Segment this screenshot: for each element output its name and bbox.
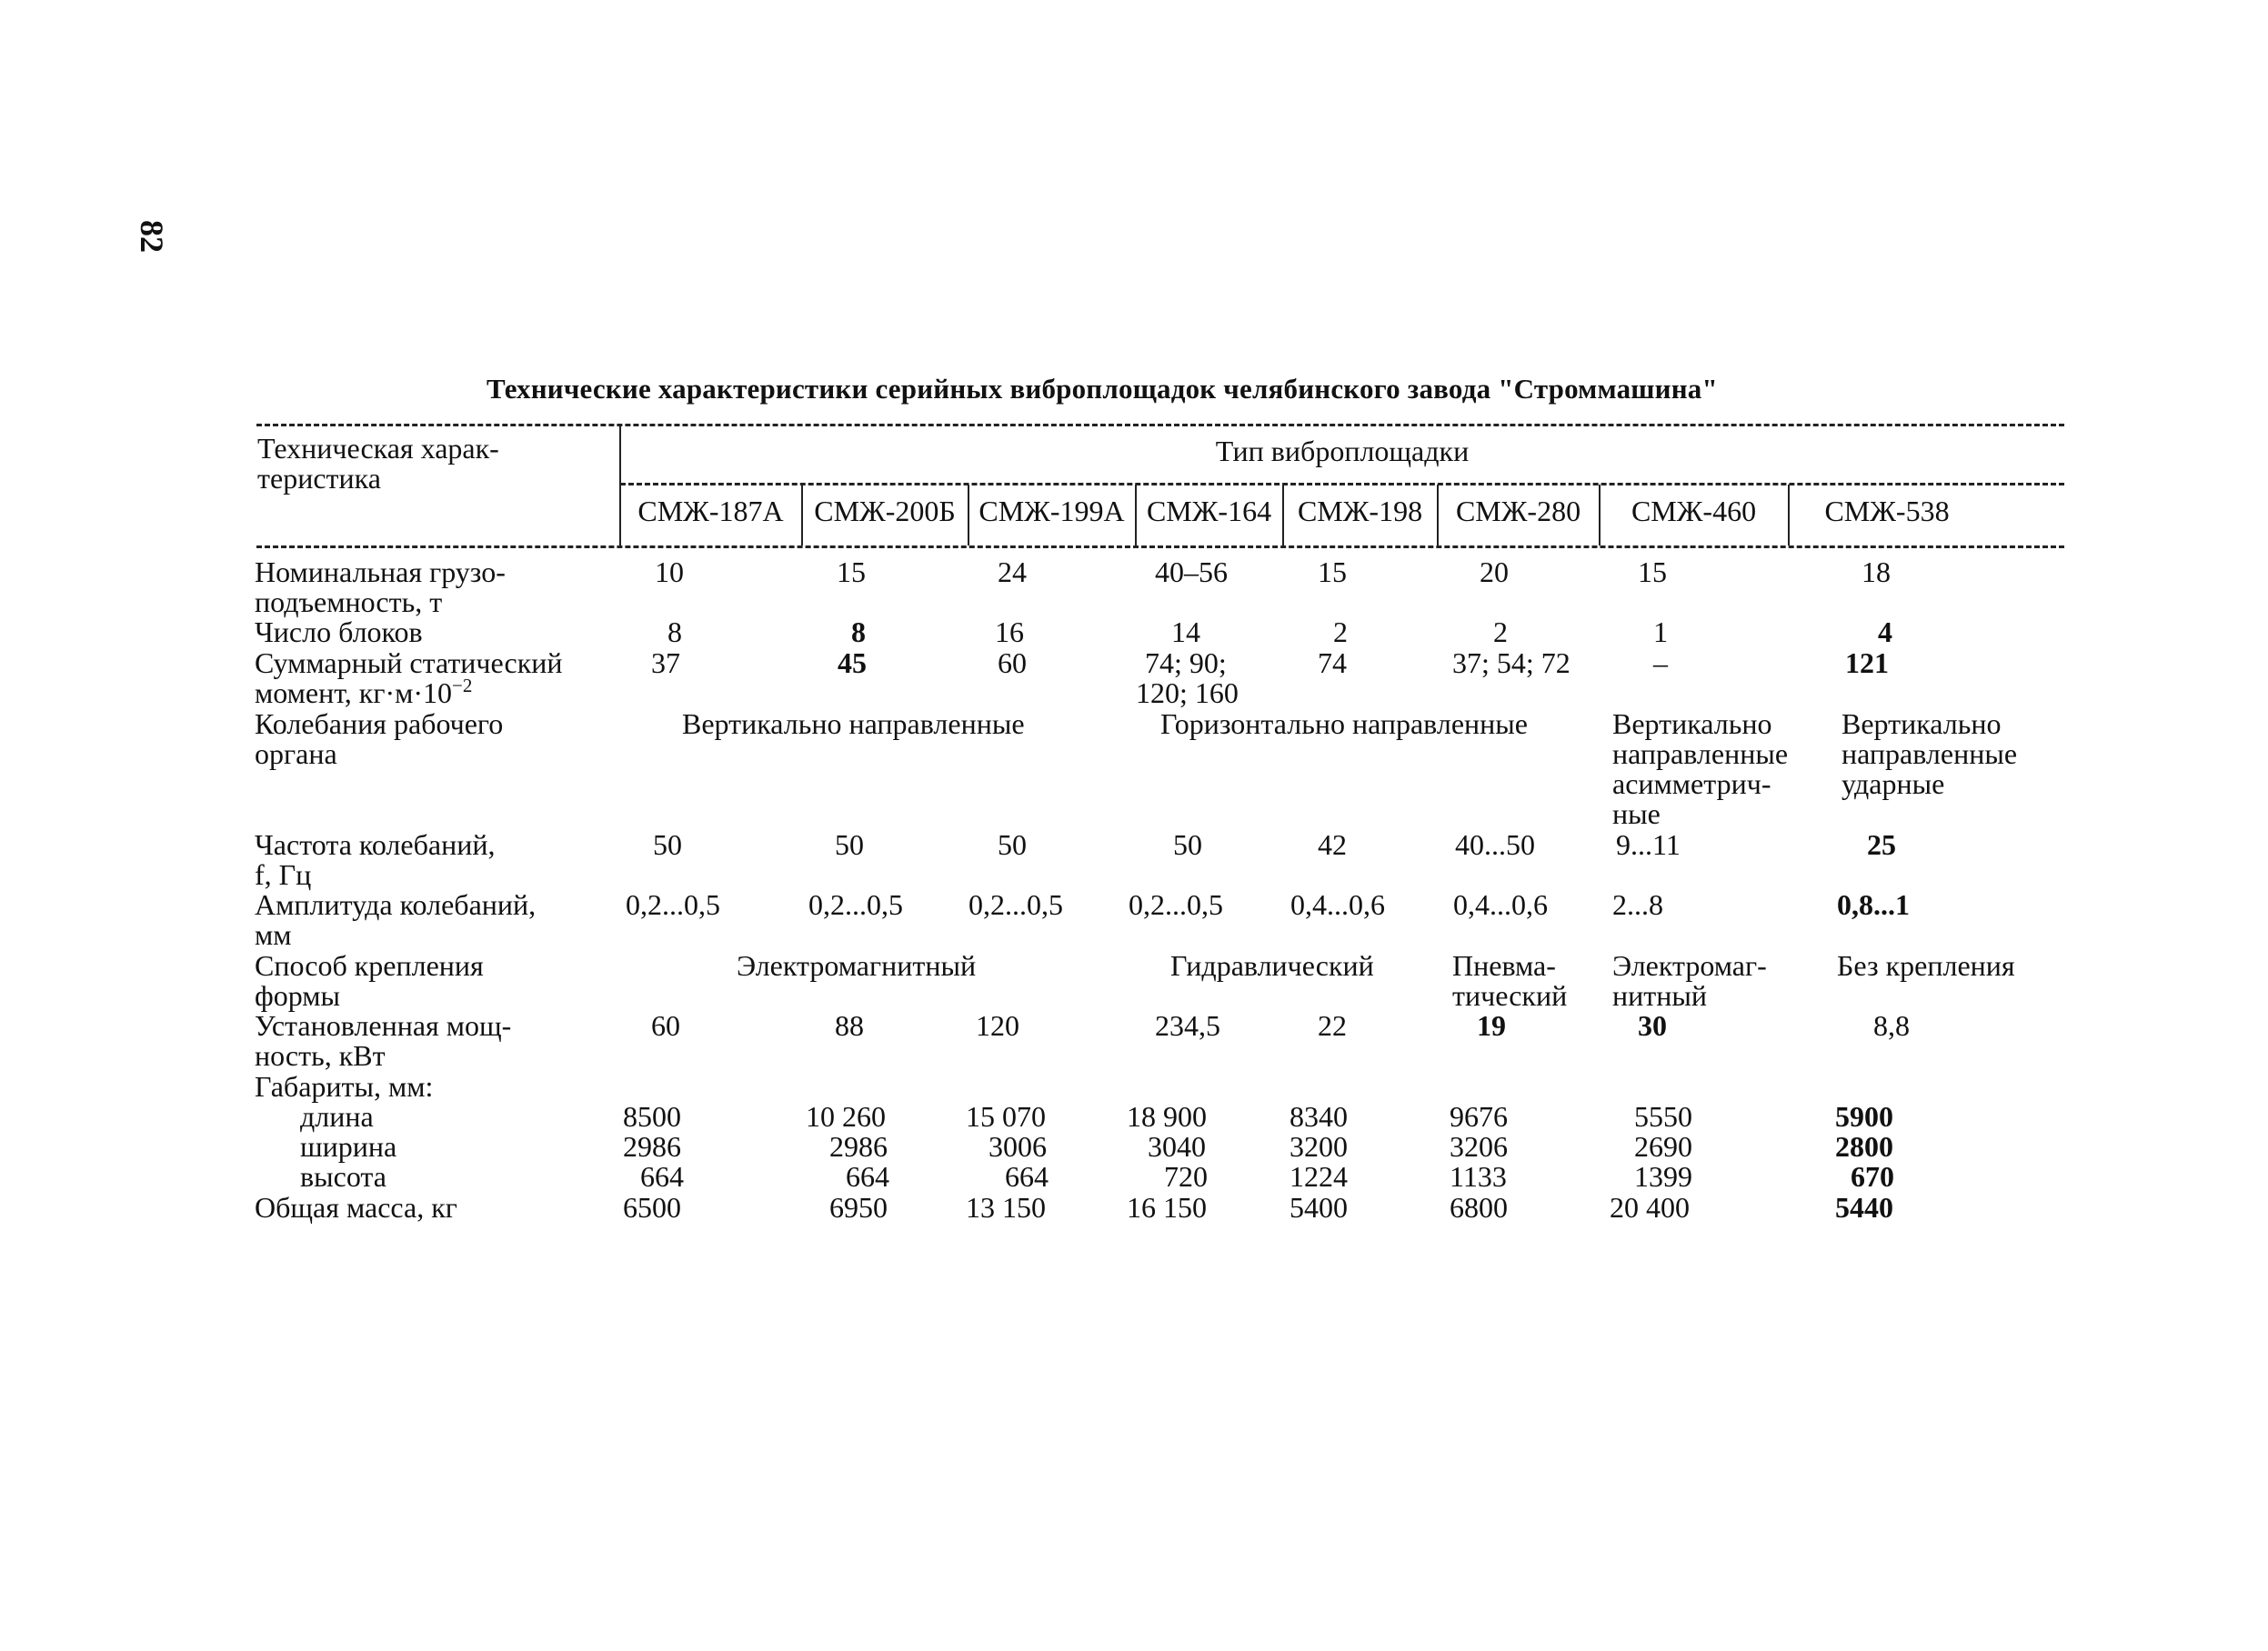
cell-power: 19 (1477, 1009, 1506, 1042)
cell-moment: 121 (1845, 646, 1889, 679)
cell-mass: 20 400 (1610, 1191, 1690, 1224)
cell-capacity: 10 (655, 555, 684, 588)
cell-moment: – (1653, 646, 1668, 679)
cell-mass: 13 150 (966, 1191, 1046, 1224)
cell-blocks: 16 (995, 615, 1024, 648)
cell-power: 234,5 (1155, 1009, 1220, 1042)
cell-amplitude: 0,2...0,5 (626, 888, 720, 921)
cell-moment: 45 (838, 646, 867, 679)
header-characteristic: Техническая харак- теристика (257, 432, 499, 495)
cell-blocks: 8 (851, 615, 866, 648)
cell-oscillation-vertical: Вертикально направленные (682, 707, 1025, 740)
cell-length: 9676 (1450, 1100, 1508, 1133)
cell-length: 5900 (1835, 1100, 1893, 1133)
cell-width: 2800 (1835, 1130, 1893, 1163)
cell-oscillation-horizontal: Горизонтально направленные (1160, 707, 1528, 740)
cell-frequency: 50 (835, 828, 864, 861)
cell-capacity: 15 (837, 555, 866, 588)
cell-amplitude: 0,4...0,6 (1453, 888, 1548, 921)
cell-width: 2690 (1634, 1130, 1692, 1163)
cell-frequency: 40...50 (1455, 828, 1535, 861)
cell-mounting-electromagnetic: Электромагнитный (737, 949, 977, 982)
cell-mounting-pneumatic: Пневма- тический (1452, 949, 1568, 1012)
cell-mass: 16 150 (1127, 1191, 1207, 1224)
model-header: СМЖ-199А (978, 495, 1125, 527)
row-label-mounting: Способ крепления формы (255, 949, 484, 1012)
cell-height: 664 (640, 1160, 684, 1193)
row-label-amplitude: Амплитуда колебаний, мм (255, 888, 537, 951)
header-bottom-rule (256, 545, 2064, 548)
cell-blocks: 14 (1171, 615, 1200, 648)
cell-height: 664 (846, 1160, 889, 1193)
cell-height: 670 (1851, 1160, 1894, 1193)
row-label-power: Установленная мощ- ность, кВт (255, 1009, 512, 1072)
cell-frequency: 25 (1867, 828, 1896, 861)
model-header: СМЖ-538 (1824, 495, 1950, 527)
cell-blocks: 8 (667, 615, 682, 648)
cell-frequency: 50 (998, 828, 1027, 861)
cell-mounting-smzh460: Электромаг- нитный (1612, 949, 1767, 1012)
cell-oscillation-smzh460: Вертикально направленные асимметрич- ные (1612, 707, 1789, 830)
cell-height: 664 (1005, 1160, 1049, 1193)
cell-frequency: 50 (653, 828, 682, 861)
cell-power: 60 (651, 1009, 680, 1042)
cell-length: 15 070 (966, 1100, 1046, 1133)
cell-capacity: 24 (998, 555, 1027, 588)
cell-moment: 74; 90; 120; 160 (1136, 646, 1239, 709)
cell-mass: 6800 (1450, 1191, 1508, 1224)
cell-length: 5550 (1634, 1100, 1692, 1133)
cell-power: 22 (1318, 1009, 1347, 1042)
cell-frequency: 50 (1173, 828, 1202, 861)
cell-capacity: 18 (1862, 555, 1891, 588)
model-header: СМЖ-198 (1297, 495, 1423, 527)
cell-moment: 60 (998, 646, 1027, 679)
cell-amplitude: 0,2...0,5 (968, 888, 1063, 921)
model-header: СМЖ-460 (1631, 495, 1757, 527)
cell-length: 18 900 (1127, 1100, 1207, 1133)
cell-mass: 6500 (623, 1191, 681, 1224)
row-label-moment: Суммарный статический момент, $кг\cdot м\cdot 10^{-2}$ (255, 646, 563, 709)
cell-height: 1399 (1634, 1160, 1692, 1193)
cell-amplitude: 0,2...0,5 (1129, 888, 1223, 921)
page-number: 82 (134, 220, 170, 253)
row-label-mass: Общая масса, кг (255, 1191, 457, 1224)
cell-width: 2986 (623, 1130, 681, 1163)
cell-width: 3200 (1290, 1130, 1348, 1163)
model-header: СМЖ-280 (1455, 495, 1581, 527)
model-header: СМЖ-200Б (814, 495, 956, 527)
cell-length: 8500 (623, 1100, 681, 1133)
row-label-length: длина (300, 1100, 374, 1133)
row-label-frequency: Частота колебаний, f, Гц (255, 828, 496, 891)
cell-frequency: 9...11 (1616, 828, 1681, 861)
cell-blocks: 2 (1493, 615, 1508, 648)
cell-capacity: 40–56 (1155, 555, 1228, 588)
table-title: Технические характеристики серийных виброплощадок челябинского завода "Строммашина" (487, 373, 1718, 405)
cell-mounting-none: Без крепления (1837, 949, 2015, 982)
cell-width: 3006 (988, 1130, 1047, 1163)
cell-mass: 5440 (1835, 1191, 1893, 1224)
cell-mass: 6950 (829, 1191, 888, 1224)
row-label-height: высота (300, 1160, 386, 1193)
cell-power: 8,8 (1873, 1009, 1910, 1042)
cell-height: 720 (1164, 1160, 1208, 1193)
cell-power: 120 (976, 1009, 1019, 1042)
cell-width: 3206 (1450, 1130, 1508, 1163)
cell-amplitude: 0,2...0,5 (808, 888, 903, 921)
cell-mass: 5400 (1290, 1191, 1348, 1224)
cell-frequency: 42 (1318, 828, 1347, 861)
row-label-blocks: Число блоков (255, 615, 423, 648)
cell-length: 10 260 (806, 1100, 886, 1133)
cell-capacity: 15 (1638, 555, 1667, 588)
model-header-rule (620, 483, 2064, 485)
cell-power: 88 (835, 1009, 864, 1042)
cell-width: 2986 (829, 1130, 888, 1163)
cell-length: 8340 (1290, 1100, 1348, 1133)
cell-width: 3040 (1148, 1130, 1206, 1163)
cell-height: 1133 (1450, 1160, 1507, 1193)
row-label-oscillation: Колебания рабочего органа (255, 707, 504, 770)
cell-moment: 74 (1318, 646, 1347, 679)
cell-oscillation-smzh538: Вертикально направленные ударные (1841, 707, 2018, 800)
cell-moment: 37 (651, 646, 680, 679)
model-header: СМЖ-164 (1146, 495, 1272, 527)
cell-amplitude: 0,8...1 (1837, 888, 1910, 921)
cell-moment: 37; 54; 72 (1452, 646, 1571, 679)
row-label-width: ширина (300, 1130, 397, 1163)
cell-capacity: 15 (1318, 555, 1347, 588)
row-label-capacity: Номинальная грузо- подъемность, т (255, 555, 506, 618)
row-label-dimensions: Габариты, мм: (255, 1070, 434, 1103)
top-rule (256, 424, 2064, 426)
cell-amplitude: 2...8 (1612, 888, 1663, 921)
cell-amplitude: 0,4...0,6 (1290, 888, 1385, 921)
cell-mounting-hydraulic: Гидравлический (1170, 949, 1374, 982)
cell-power: 30 (1638, 1009, 1667, 1042)
cell-blocks: 4 (1878, 615, 1892, 648)
cell-height: 1224 (1290, 1160, 1348, 1193)
cell-blocks: 1 (1653, 615, 1668, 648)
model-header: СМЖ-187А (637, 495, 784, 527)
cell-capacity: 20 (1480, 555, 1509, 588)
cell-blocks: 2 (1333, 615, 1348, 648)
header-type-group: Тип виброплощадки (1215, 435, 1470, 467)
